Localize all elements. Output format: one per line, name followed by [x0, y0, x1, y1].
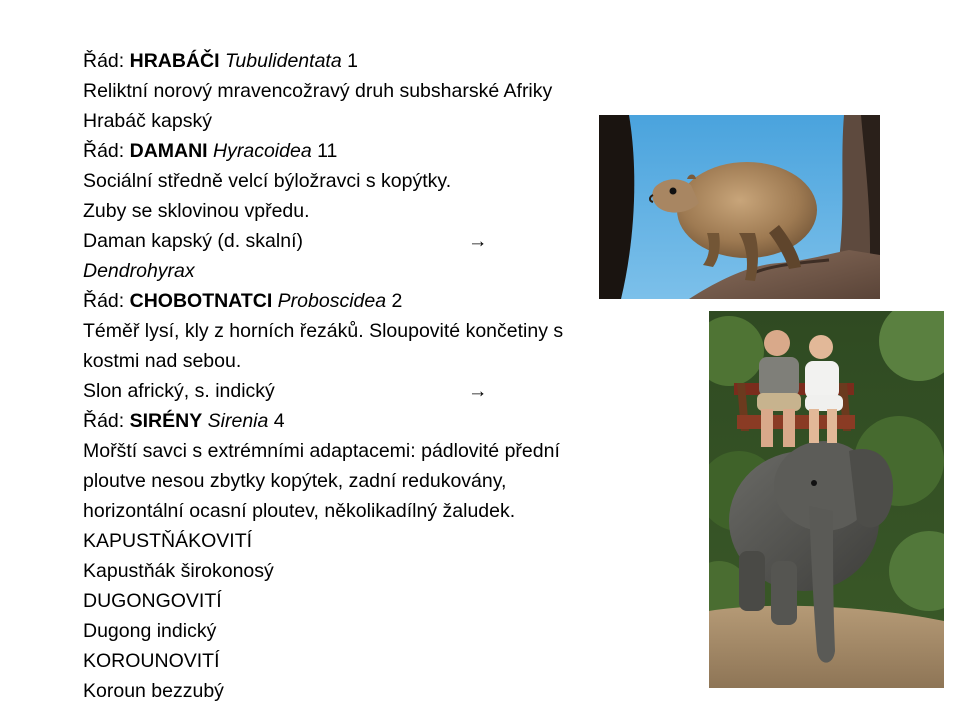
order-heading-damani: Řád: DAMANI Hyracoidea 11: [83, 140, 338, 162]
text-line: Dendrohyrax: [83, 260, 195, 282]
text-line: Zuby se sklovinou vpředu.: [83, 200, 310, 222]
text-line: horizontální ocasní ploutev, několikadílný žaludek.: [83, 500, 516, 522]
family-heading: DUGONGOVITÍ: [83, 590, 222, 612]
hyrax-photo: [599, 115, 880, 299]
text-line: ploutve nesou zbytky kopýtek, zadní redukovány,: [83, 470, 507, 492]
arrow-icon: →: [468, 230, 488, 252]
order-heading-hrabaci: Řád: HRABÁČI Tubulidentata 1: [83, 50, 358, 72]
text-line: kostmi nad sebou.: [83, 350, 242, 372]
order-heading-chobotnatci: Řád: CHOBOTNATCI Proboscidea 2: [83, 290, 403, 312]
text-line: Hrabáč kapský: [83, 110, 212, 132]
text-line: Sociální středně velcí býložravci s kopýtky.: [83, 170, 452, 192]
family-heading: KAPUSTŇÁKOVITÍ: [83, 530, 253, 552]
hyrax-illustration: [599, 115, 880, 299]
species-line-slon: Slon africký, s. indický →: [83, 376, 703, 406]
text-line: Téměř lysí, kly z horních řezáků. Sloupovité končetiny s: [83, 320, 564, 342]
text-line: Mořští savci s extrémními adaptacemi: pádlovité přední: [83, 440, 560, 462]
elephant-ride-photo: [709, 311, 944, 688]
species-line-daman: Daman kapský (d. skalní) →: [83, 226, 703, 256]
text-line: Koroun bezzubý: [83, 680, 224, 702]
text-line: Kapustňák širokonosý: [83, 560, 274, 582]
text-line: Dugong indický: [83, 620, 217, 642]
text-line: Reliktní norový mravencožravý druh subsharské Afriky: [83, 80, 553, 102]
order-heading-sireny: Řád: SIRÉNY Sirenia 4: [83, 410, 285, 432]
arrow-icon: →: [468, 380, 488, 402]
family-heading: KOROUNOVITÍ: [83, 650, 220, 672]
elephant-illustration: [709, 311, 944, 688]
